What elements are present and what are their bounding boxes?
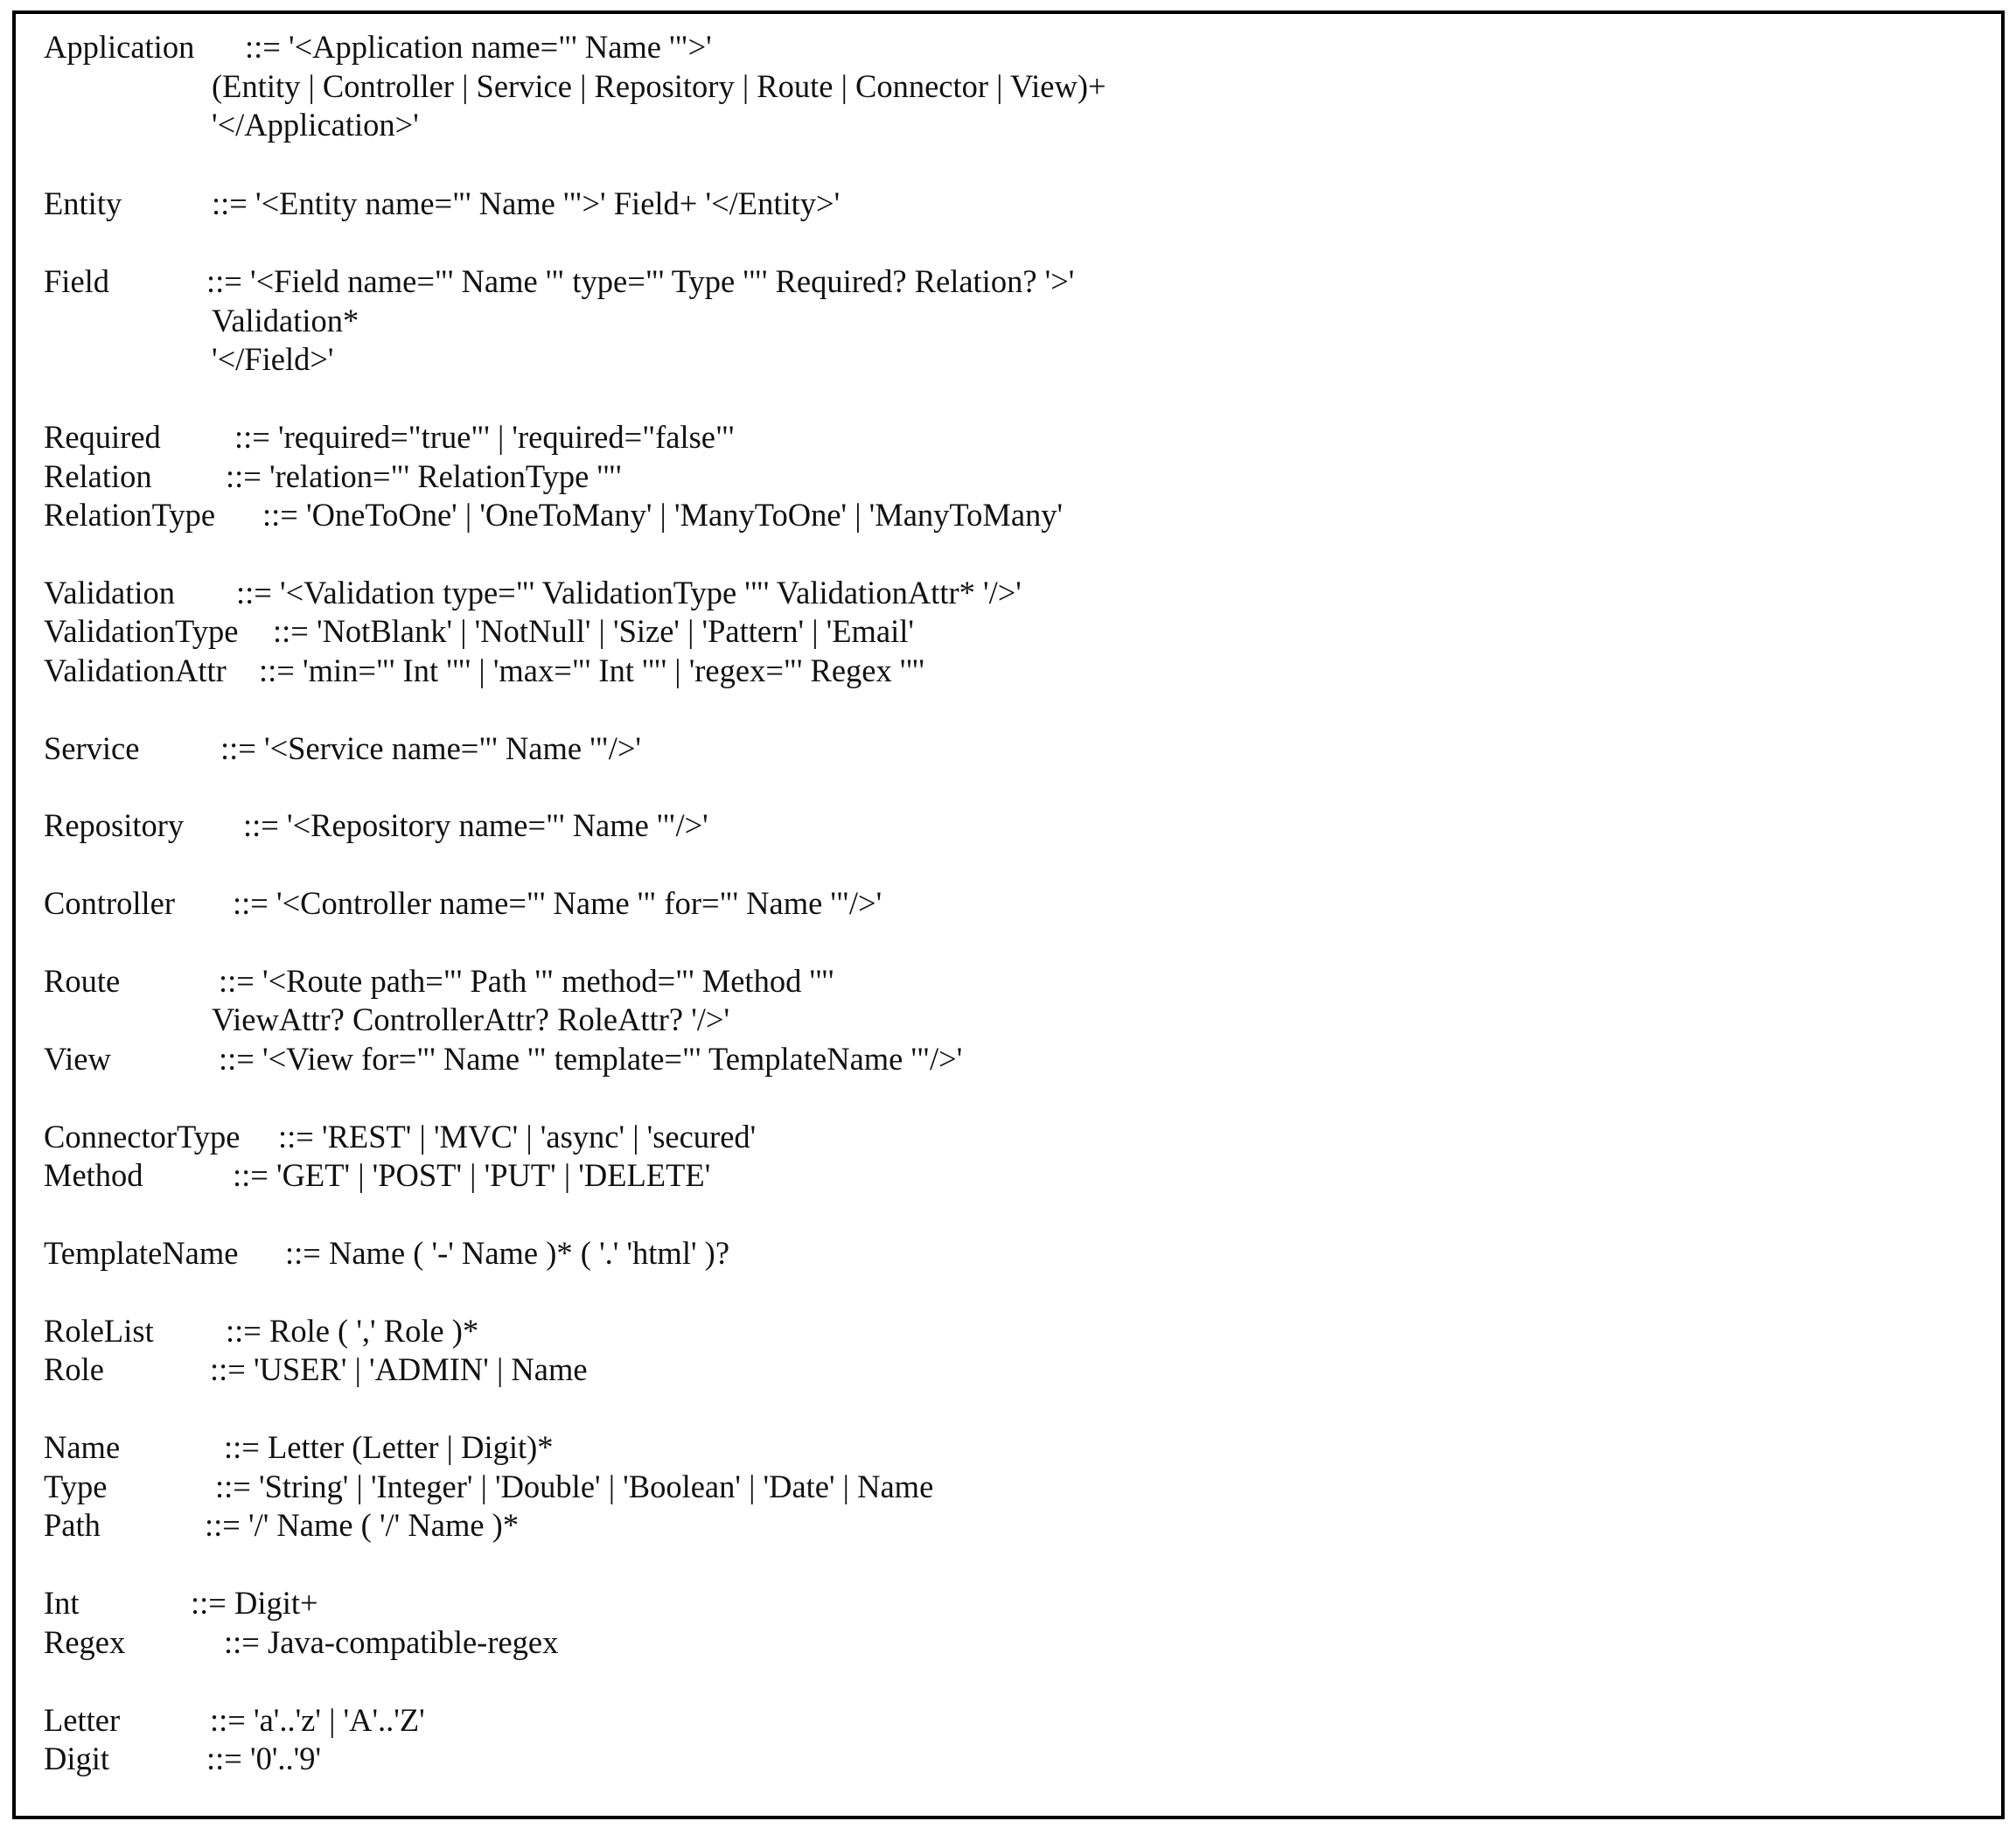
rule-validationtype-lhs: ValidationType	[44, 613, 239, 649]
rule-field-rhs: ::= '<Field name="' Name '" type="' Type '"' Required? Relation? '>'	[206, 263, 1075, 299]
rule-name-lhs: Name	[44, 1429, 121, 1465]
rule-application-continuation: '</Application>'	[212, 107, 419, 143]
rule-connectortype-lhs: ConnectorType	[44, 1119, 241, 1155]
rule-relationtype-lhs: RelationType	[44, 497, 216, 533]
rule-service-rhs: ::= '<Service name="' Name '"/>'	[220, 730, 642, 766]
rule-digit-rhs: ::= '0'..'9'	[206, 1741, 322, 1776]
rule-application-rhs: ::= '<Application name="' Name '">'	[245, 29, 712, 65]
rule-int-lhs: Int	[44, 1585, 80, 1621]
rule-role-lhs: Role	[44, 1351, 104, 1387]
rule-relationtype-rhs: ::= 'OneToOne' | 'OneToMany' | 'ManyToOne' | 'ManyToMany'	[262, 497, 1064, 533]
rule-name-rhs: ::= Letter (Letter | Digit)*	[224, 1429, 554, 1465]
rule-rolelist-rhs: ::= Role ( ',' Role )*	[226, 1313, 479, 1349]
rule-path-rhs: ::= '/' Name ( '/' Name )*	[205, 1507, 520, 1543]
rule-controller-rhs: ::= '<Controller name="' Name '" for="' Name '"/>'	[233, 885, 882, 921]
rule-view-lhs: View	[44, 1041, 111, 1077]
rule-view-rhs: ::= '<View for="' Name '" template="' TemplateName '"/>'	[219, 1041, 963, 1077]
rule-path-lhs: Path	[44, 1507, 101, 1543]
rule-field-lhs: Field	[44, 263, 110, 299]
rule-required-lhs: Required	[44, 419, 161, 455]
rule-field-continuation: '</Field>'	[212, 341, 334, 377]
rule-letter-lhs: Letter	[44, 1702, 121, 1738]
rule-rolelist-lhs: RoleList	[44, 1313, 154, 1349]
rule-validationattr-rhs: ::= 'min="' Int '"' | 'max="' Int '"' | 'regex="' Regex '"'	[259, 652, 924, 688]
rule-entity-rhs: ::= '<Entity name="' Name '">' Field+ '</Entity>'	[212, 185, 841, 221]
rule-route-lhs: Route	[44, 963, 121, 999]
rule-templatename-lhs: TemplateName	[44, 1235, 239, 1271]
rule-service-lhs: Service	[44, 730, 140, 766]
rule-application-lhs: Application	[44, 29, 195, 65]
rule-templatename-rhs: ::= Name ( '-' Name )* ( '.' 'html' )?	[285, 1235, 730, 1271]
rule-field-continuation: Validation*	[212, 303, 359, 338]
rule-validation-rhs: ::= '<Validation type="' ValidationType '"' ValidationAttr* '/>'	[236, 575, 1022, 610]
rule-route-continuation: ViewAttr? ControllerAttr? RoleAttr? '/>'	[212, 1001, 730, 1037]
rule-repository-rhs: ::= '<Repository name="' Name '"/>'	[243, 807, 708, 843]
rule-application-continuation: (Entity | Controller | Service | Repository | Route | Connector | View)+	[212, 68, 1106, 104]
rule-regex-lhs: Regex	[44, 1624, 126, 1660]
rule-letter-rhs: ::= 'a'..'z' | 'A'..'Z'	[210, 1702, 425, 1738]
rule-method-lhs: Method	[44, 1157, 143, 1193]
rule-digit-lhs: Digit	[44, 1741, 110, 1776]
rule-validationattr-lhs: ValidationAttr	[44, 652, 227, 688]
rule-required-rhs: ::= 'required="true"' | 'required="false"'	[234, 419, 735, 455]
rule-validation-lhs: Validation	[44, 575, 176, 610]
rule-regex-rhs: ::= Java-compatible-regex	[224, 1624, 559, 1660]
rule-connectortype-rhs: ::= 'REST' | 'MVC' | 'async' | 'secured'	[278, 1119, 757, 1155]
rule-role-rhs: ::= 'USER' | 'ADMIN' | Name	[210, 1351, 588, 1387]
rule-repository-lhs: Repository	[44, 807, 185, 843]
rule-controller-lhs: Controller	[44, 885, 176, 921]
rule-relation-rhs: ::= 'relation="' RelationType '"'	[226, 458, 622, 494]
rule-type-rhs: ::= 'String' | 'Integer' | 'Double' | 'Boolean' | 'Date' | Name	[215, 1469, 934, 1504]
rule-int-rhs: ::= Digit+	[191, 1585, 318, 1621]
rule-method-rhs: ::= 'GET' | 'POST' | 'PUT' | 'DELETE'	[233, 1157, 711, 1193]
rule-relation-lhs: Relation	[44, 458, 152, 494]
rule-entity-lhs: Entity	[44, 185, 122, 221]
rule-type-lhs: Type	[44, 1469, 108, 1504]
rule-validationtype-rhs: ::= 'NotBlank' | 'NotNull' | 'Size' | 'Pattern' | 'Email'	[273, 613, 914, 649]
rule-route-rhs: ::= '<Route path="' Path '" method="' Method '"'	[219, 963, 834, 999]
